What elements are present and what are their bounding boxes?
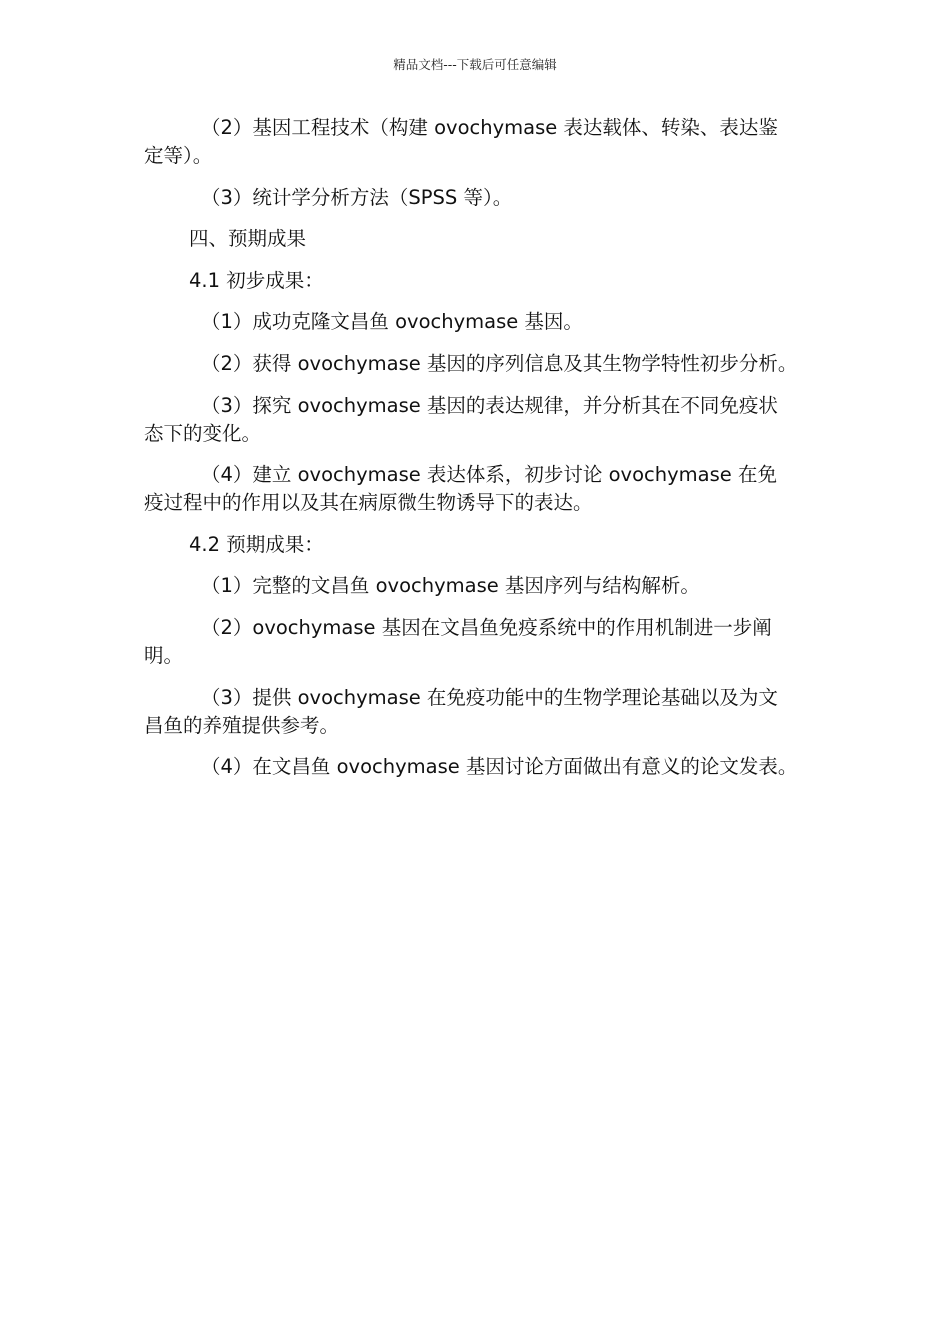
document-body: [144, 114, 812, 795]
paragraph-line: （3）提供 ovochymase 在免疫功能中的生物学理论基础以及为文: [201, 685, 778, 709]
paragraph-item-4-2-4: [144, 753, 812, 781]
paragraph-item-2-genetic-engineering: [144, 114, 812, 170]
paragraph-line: （4）建立 ovochymase 表达体系，初步讨论 ovochymase 在免: [201, 463, 777, 487]
paragraph-item-4-1-4: [144, 461, 812, 517]
paragraph-line: （1）成功克隆文昌鱼 ovochymase 基因。: [201, 310, 583, 334]
section-heading-expected-results: [144, 225, 812, 253]
paragraph-line: 态下的变化。: [144, 421, 262, 445]
paragraph-line: 4.2 预期成果：: [189, 532, 324, 556]
paragraph-line: （2）基因工程技术（构建 ovochymase 表达载体、转染、表达鉴: [201, 116, 778, 139]
subsection-heading-4-2: [144, 531, 812, 559]
paragraph-line: （2）ovochymase 基因在文昌鱼免疫系统中的作用机制进一步阐: [201, 615, 772, 639]
paragraph-line: 疫过程中的作用以及其在病原微生物诱导下的表达。: [144, 491, 593, 515]
paragraph-line: （2）获得 ovochymase 基因的序列信息及其生物学特性初步分析。: [201, 351, 798, 375]
paragraph-item-4-1-2: [144, 350, 812, 378]
paragraph-line: （3）统计学分析方法（SPSS 等）。: [201, 185, 513, 209]
paragraph-line: 明。: [144, 643, 184, 667]
paragraph-line: （3）探究 ovochymase 基因的表达规律，并分析其在不同免疫状: [201, 393, 778, 417]
page-header: 精品文档---下载后可任意编辑: [393, 57, 557, 72]
paragraph-item-3-statistics: [144, 184, 812, 212]
paragraph-item-4-2-1: [144, 572, 812, 600]
paragraph-item-4-1-1: [144, 308, 812, 336]
paragraph-item-4-1-3: [144, 392, 812, 448]
paragraph-line: （4）在文昌鱼 ovochymase 基因讨论方面做出有意义的论文发表。: [201, 755, 798, 779]
paragraph-item-4-2-2: [144, 614, 812, 670]
subsection-heading-4-1: [144, 267, 812, 295]
paragraph-item-4-2-3: [144, 684, 812, 740]
paragraph-line: 四、预期成果: [189, 227, 307, 251]
paragraph-line: 4.1 初步成果：: [189, 268, 324, 292]
paragraph-line: 昌鱼的养殖提供参考。: [144, 713, 340, 737]
paragraph-line: 定等）。: [144, 144, 213, 167]
paragraph-line: （1）完整的文昌鱼 ovochymase 基因序列与结构解析。: [201, 574, 700, 598]
